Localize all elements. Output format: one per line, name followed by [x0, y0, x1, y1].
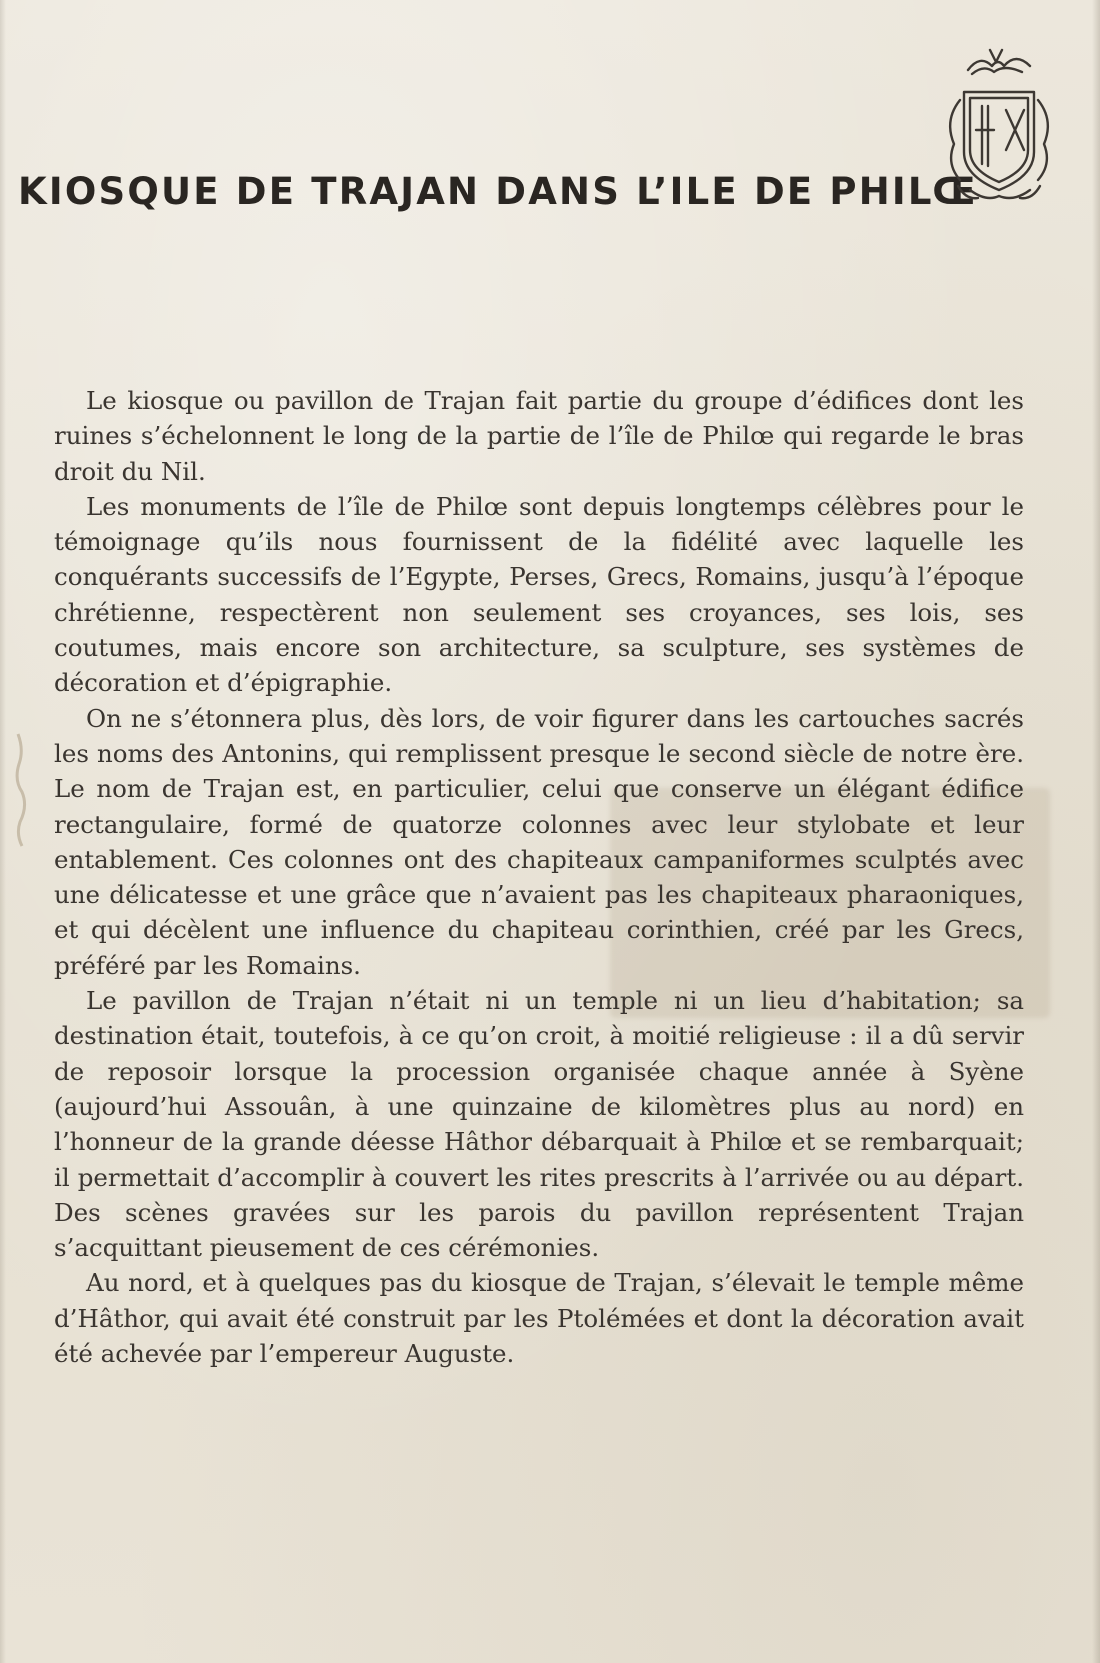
paragraph-1: Le kiosque ou pavillon de Trajan fait partie du groupe d’édifices dont les ruines s’échelonnent le long de la partie de l’île de Philœ qui regarde le bras droit du Nil. — [54, 386, 1024, 486]
paragraph-3: On ne s’étonnera plus, dès lors, de voir figurer dans les cartouches sacrés les noms des Antonins, qui remplissent presque le second siècle de notre ère. Le nom de Trajan est, en particulier, celui que conserve un élégant édifice rectangulaire, formé de quatorze colonnes avec leur stylobate et leur entablement. Ces colonnes ont des chapiteaux campaniformes sculptés avec une délicatesse et une grâce que n’avaient pas les chapiteaux pharaoniques, et qui décèlent une influence du chapiteau corinthien, créé par les Grecs, préféré par les Romains. — [54, 703, 1024, 980]
page-title: KIOSQUE DE TRAJAN DANS L’ILE DE PHILŒ — [18, 170, 978, 213]
paragraph-4: Le pavillon de Trajan n’était ni un temple ni un lieu d’habitation; sa destination était, toutefois, à ce qu’on croit, à moitié religieuse : il a dû servir de reposoir lorsque la procession organisée chaque année à Syène (aujourd’hui Assouân, à une quinzaine de kilomètres plus au nord) en l’honneur de la grande déesse Hâthor débarquait à Philœ et se rembarquait; il permettait d’accomplir à couvert les rites prescrits à l’arrivée ou au départ. Des scènes gravées sur les parois du pavillon représentent Trajan s’acquittant pieusement de ces cérémonies. — [54, 986, 1024, 1263]
paragraph-5: Au nord, et à quelques pas du kiosque de Trajan, s’élevait le temple même d’Hâthor, qui avait été construit par les Ptolémées et dont la décoration avait été achevée par l’empereur Auguste. — [54, 1268, 1024, 1369]
margin-mark — [10, 730, 32, 850]
paragraph-2: Les monuments de l’île de Philœ sont depuis longtemps célèbres pour le témoignage qu’ils nous fournissent de la fidélité avec laquelle les conquérants successifs de l’Egypte, Perses, Grecs, Romains, jusqu’à l’époque chrétienne, respectèrent non seulement ses croyances, ses lois, ses coutumes, mais encore son architecture, sa sculpture, ses systèmes de décoration et d’épigraphie. — [54, 491, 1024, 698]
body-text — [54, 383, 1024, 1371]
paper-edge-right — [1092, 0, 1100, 1663]
heraldic-crest-icon — [930, 40, 1060, 210]
paper-edge-left — [0, 0, 6, 1663]
